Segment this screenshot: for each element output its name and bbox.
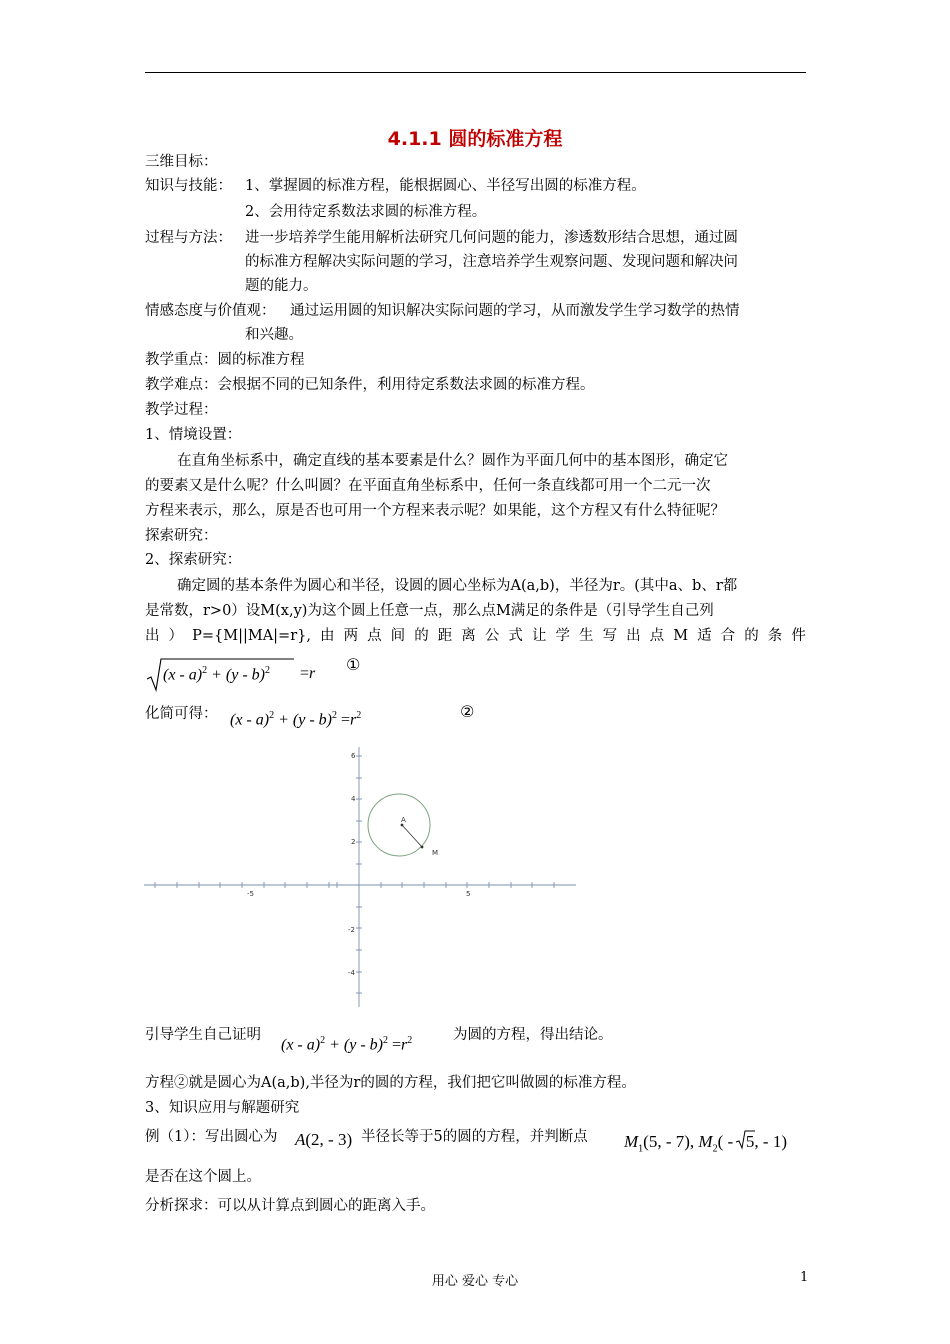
proof-suffix: 为圆的方程，得出结论。	[453, 1027, 613, 1043]
standard-equation-statement: 方程②就是圆心为A(a,b),半径为r的圆的方程，我们把它叫做圆的标准方程。	[145, 1075, 636, 1091]
x-tick-label: -5	[247, 890, 254, 898]
emotion-line-1: 通过运用圆的知识解决实际问题的学习，从而激发学生学习数学的热情	[290, 303, 740, 319]
difficulty: 教学难点：会根据不同的已知条件，利用待定系数法求圆的标准方程。	[145, 377, 595, 393]
simplify-label: 化简可得：	[145, 706, 218, 722]
process-heading: 教学过程：	[145, 402, 218, 418]
page-title: 4.1.1 圆的标准方程	[387, 128, 563, 150]
section2-paragraph-line: 确定圆的基本条件为圆心和半径，设圆的圆心坐标为A(a,b)，半径为r。(其中a、b、r都	[177, 578, 738, 594]
process-label: 过程与方法：	[145, 230, 232, 246]
circle-point	[421, 846, 424, 849]
y-tick-label: -4	[348, 969, 355, 977]
equation-proof: $(x - a)^2 + (y - b)^2 =r^2$	[281, 1035, 413, 1054]
section1-heading: 1、情境设置：	[145, 427, 242, 443]
header-rule	[145, 72, 806, 73]
process-line-2: 的标准方程解决实际问题的学习，注意培养学生观察问题、发现问题和解决问	[245, 254, 738, 270]
emotion-line-2: 和兴趣。	[245, 327, 303, 343]
section3-heading: 3、知识应用与解题研究	[145, 1100, 300, 1116]
key-point: 教学重点：圆的标准方程	[145, 352, 305, 368]
x-tick-label: 5	[466, 890, 471, 898]
center-point	[401, 824, 404, 827]
example-tail: 是否在这个圆上。	[145, 1169, 261, 1185]
section2-paragraph-line: 是常数，r>0）设M(x,y)为这个圆上任意一点，那么点M满足的条件是（引导学生自己列	[145, 603, 714, 619]
sqrt-symbol	[735, 1130, 755, 1150]
equation-marker-2: ②	[460, 702, 475, 721]
section1-paragraph-line: 的要素又是什么呢？什么叫圆？在平面直角坐标系中，任何一条直线都可用一个二元一次	[145, 478, 711, 494]
knowledge-item-2: 2、会用待定系数法求圆的标准方程。	[245, 204, 487, 220]
proof-prefix: 引导学生自己证明	[145, 1027, 261, 1043]
process-line-1: 进一步培养学生能用解析法研究几何问题的能力，渗透数形结合思想，通过圆	[245, 230, 738, 246]
center-label: A	[401, 816, 406, 824]
section1-paragraph-line: 方程来表示，那么，原是否也可用一个方程来表示呢？如果能，这个方程又有什么特征呢？	[145, 503, 725, 519]
section2-paragraph-line: 出 ） P={M||MA|=r}, 由 两 点 间 的 距 离 公 式 让 学 生 写 出 点 M 适 合 的 条 件	[145, 628, 806, 644]
y-tick-label: 4	[351, 795, 356, 803]
example-mid: 半径长等于5的圆的方程，并判断点	[361, 1129, 588, 1145]
y-tick-label: 2	[351, 838, 356, 846]
equation-standard: $(x - a)^2 + (y - b)^2 =r^2$	[230, 710, 362, 729]
page-number: 1	[800, 1270, 809, 1285]
y-tick-label: -2	[348, 926, 355, 934]
knowledge-label: 知识与技能：	[145, 178, 232, 194]
section1-paragraph-line: 探索研究：	[145, 528, 218, 544]
knowledge-item-1: 1、掌握圆的标准方程，能根据圆心、半径写出圆的标准方程。	[245, 178, 646, 194]
point-label: M	[432, 849, 439, 857]
objectives-heading: 三维目标：	[145, 154, 218, 170]
y-tick-label: 6	[351, 752, 356, 760]
equation-marker-1: ①	[346, 655, 361, 674]
example-points-math: $M_1(5$, - 7), $M_2$( - 5, - 1)	[624, 1132, 787, 1155]
emotion-label: 情感态度与价值观：	[145, 303, 276, 319]
example-prefix: 例（1）：写出圆心为	[145, 1129, 278, 1145]
section2-heading: 2、探索研究：	[145, 552, 242, 568]
page-footer: 用心 爱心 专心	[431, 1274, 519, 1289]
section1-paragraph-line: 在直角坐标系中，确定直线的基本要素是什么？圆作为平面几何中的基本图形，确定它	[177, 453, 728, 469]
coordinate-graph	[140, 745, 580, 1010]
radius-line	[402, 825, 422, 847]
analysis: 分析探求：可以从计算点到圆心的距离入手。	[145, 1198, 435, 1214]
example-center-math: A(2, - 3)	[295, 1130, 353, 1149]
process-line-3: 题的能力。	[245, 278, 318, 294]
